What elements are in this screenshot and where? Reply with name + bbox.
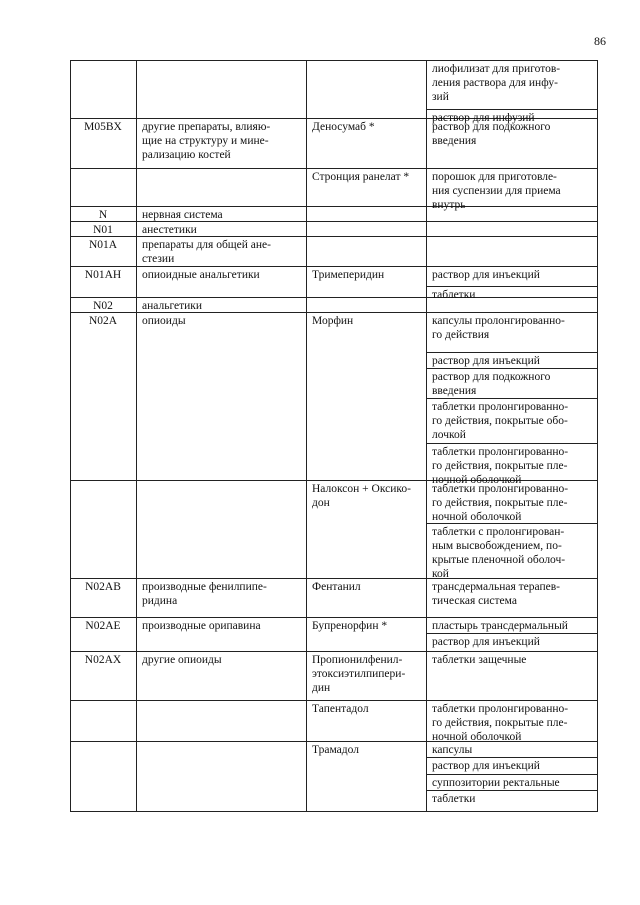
atc-group-name: анестетики [142,224,197,236]
atc-group-name: другие препараты, влияю- щие на структуру и мине- рализацию костей [142,121,271,161]
form-separator [426,774,598,775]
form-separator [426,368,598,369]
dosage-form: раствор для инъекций [432,355,540,367]
dosage-form: пластырь трансдермальный [432,620,568,632]
dosage-form: раствор для инъекций [432,269,540,281]
drug-table [70,60,598,812]
form-separator [426,633,598,634]
atc-code: M05BX [84,121,122,133]
table-row-border [70,651,598,652]
dosage-form: таблетки пролонгированно- го действия, покрытые пле- ночной оболочкой [432,703,569,743]
atc-code: N02 [93,300,113,312]
atc-code: N01 [93,224,113,236]
drug-name: Фентанил [312,581,361,593]
atc-group-name: нервная система [142,209,223,221]
atc-code: N01AH [84,269,122,281]
drug-name: Трамадол [312,744,359,756]
table-row-border [70,266,598,267]
table-row-border [70,168,598,169]
dosage-form: трансдермальная терапев- тическая система [432,581,560,607]
atc-group-name: производные орипавина [142,620,261,632]
drug-name: Тримеперидин [312,269,385,281]
dosage-form: таблетки пролонгированно- го действия, покрытые пле- ночной оболочкой [432,446,569,486]
drug-name: Пропионилфенил- этоксиэтилпипери- дин [312,654,406,694]
drug-name: Тапентадол [312,703,369,715]
form-separator [426,757,598,758]
atc-group-name: производные фенилпипе- ридина [142,581,267,607]
atc-code: N01A [88,239,118,251]
dosage-form: таблетки [432,793,476,805]
dosage-form: раствор для подкожного введения [432,121,551,147]
dosage-form: таблетки защечные [432,654,527,666]
drug-name: Морфин [312,315,354,327]
dosage-form: раствор для инфузий [432,112,535,124]
form-separator [426,352,598,353]
form-separator [426,109,598,110]
drug-name: Деносумаб * [312,121,375,133]
atc-code: N [98,209,108,221]
table-row-border [70,811,598,812]
dosage-form: капсулы пролонгированно- го действия [432,315,565,341]
dosage-form: порошок для приготовле- ния суспензии для приема внутрь [432,171,561,211]
dosage-form: суппозитории ректальные [432,777,560,789]
dosage-form: лиофилизат для приготов- ления раствора для инфу- зий [432,63,561,103]
atc-code: N02A [88,315,118,327]
form-separator [426,286,598,287]
dosage-form: раствор для подкожного введения [432,371,551,397]
dosage-form: капсулы [432,744,473,756]
drug-name: Стронция ранелат * [312,171,410,183]
dosage-form: таблетки с пролонгирован- ным высвобождением, по- крытые пленочной оболоч- кой [432,526,566,580]
form-separator [426,443,598,444]
table-row-border [70,700,598,701]
dosage-form: раствор для инъекций [432,760,540,772]
dosage-form: таблетки пролонгированно- го действия, покрытые обо- лочкой [432,401,569,441]
atc-group-name: другие опиоиды [142,654,222,666]
table-row-border [70,60,598,61]
dosage-form: таблетки пролонгированно- го действия, покрытые пле- ночной оболочкой [432,483,569,523]
atc-code: N02AE [85,620,121,632]
atc-group-name: анальгетики [142,300,203,312]
page-number: 86 [594,34,606,48]
form-separator [426,398,598,399]
atc-code: N02AX [84,654,122,666]
drug-name: Налоксон + Оксико- дон [312,483,411,509]
table-row-border [70,617,598,618]
dosage-form: таблетки [432,289,476,301]
atc-group-name: опиоидные анальгетики [142,269,260,281]
dosage-form: раствор для инъекций [432,636,540,648]
atc-code: N02AB [85,581,121,593]
atc-group-name: препараты для общей ане- стезии [142,239,271,265]
drug-name: Бупренорфин * [312,620,388,632]
atc-group-name: опиоиды [142,315,186,327]
form-separator [426,790,598,791]
